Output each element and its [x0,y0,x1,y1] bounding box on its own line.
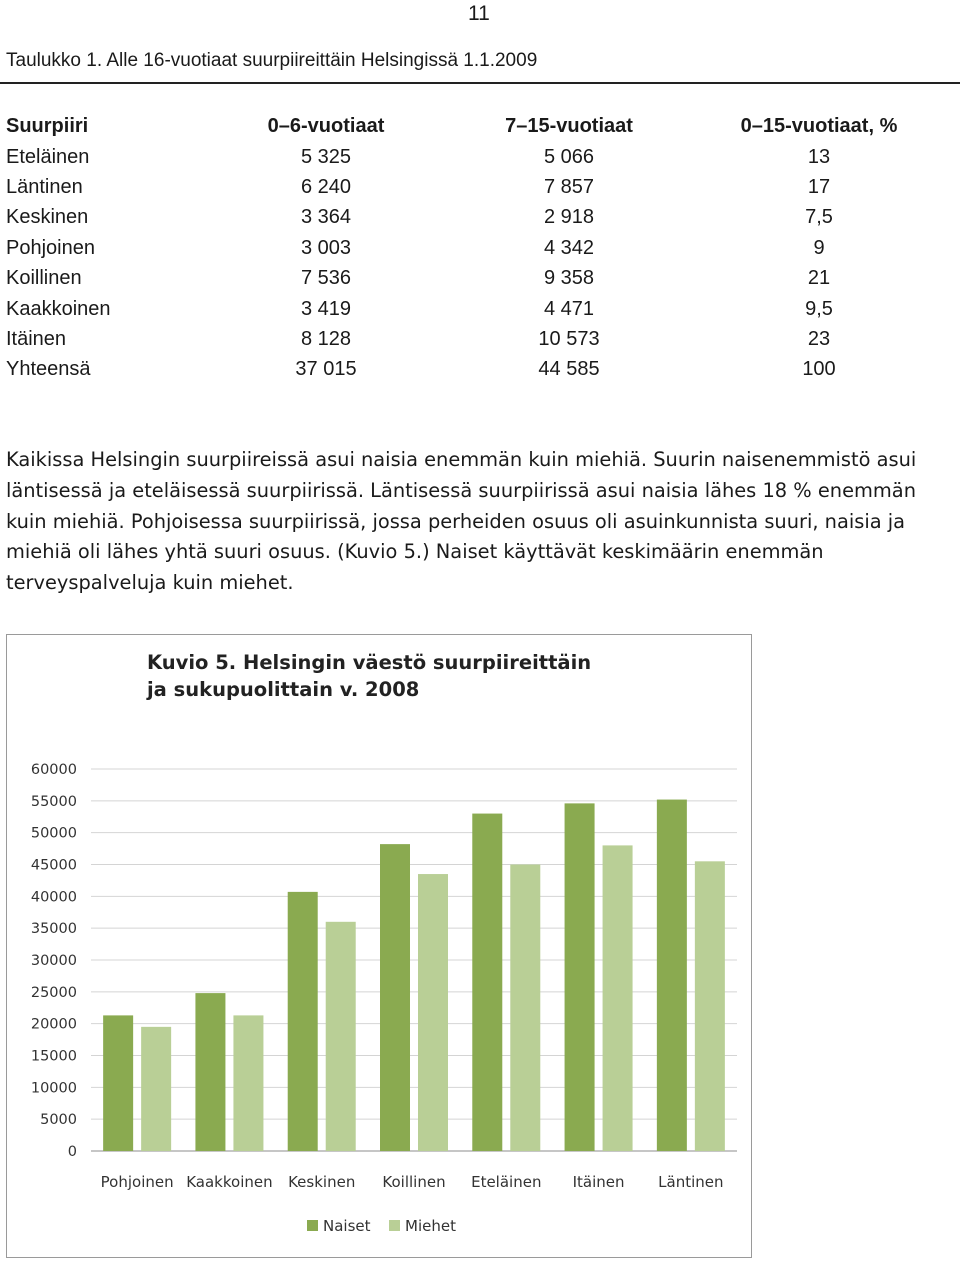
bar-naiset [103,1015,133,1151]
y-tick-label: 45000 [30,857,77,874]
table-caption: Taulukko 1. Alle 16-vuotiaat suurpiireittäin Helsingissä 1.1.2009 [6,50,538,71]
bar-naiset [288,892,318,1151]
bar-miehet [510,865,540,1152]
cell-percent: 21 [807,267,831,290]
y-tick-label: 35000 [30,921,77,938]
x-tick-label: Kaakkoinen [186,1173,273,1191]
cell-7-15: 7 857 [543,175,595,198]
page-number: 11 [468,2,490,25]
population-table [6,111,919,385]
cell-0-6: 3 419 [300,297,352,320]
cell-district: Yhteensä [6,358,91,381]
y-tick-label: 30000 [30,953,77,969]
table-row [6,324,919,354]
cell-percent: 23 [807,327,831,350]
bar-naiset [380,844,410,1151]
y-tick-label: 20000 [30,1016,77,1033]
cell-7-15: 44 585 [538,358,600,381]
cell-0-6: 7 536 [300,267,352,290]
cell-0-6: 37 015 [295,358,357,381]
y-tick-label: 60000 [30,762,77,778]
cell-district: Eteläinen [6,145,90,168]
table-row [6,293,919,323]
table-row [6,202,919,232]
cell-district: Läntinen [6,175,83,198]
bar-naiset [195,993,225,1151]
bar-miehet [418,874,448,1151]
cell-district: Koillinen [6,267,82,290]
cell-district: Kaakkoinen [6,297,111,320]
y-tick-label: 10000 [30,1080,77,1097]
y-tick-label: 5000 [40,1112,77,1129]
cell-0-6: 6 240 [300,175,352,198]
y-tick-label: 55000 [30,793,77,810]
legend-swatch [389,1220,400,1231]
cell-7-15: 4 471 [543,297,595,320]
y-tick-label: 50000 [30,825,77,842]
header-0-6: 0–6-vuotiaat [267,115,385,138]
cell-percent: 9 [813,236,825,259]
cell-percent: 13 [807,145,831,168]
cell-0-6: 3 364 [300,206,352,229]
bar-naiset [565,803,595,1151]
table-row [6,233,919,263]
x-tick-label: Itäinen [572,1173,625,1191]
cell-percent: 7,5 [805,206,833,229]
cell-percent: 17 [807,175,831,198]
body-paragraph: Kaikissa Helsingin suurpiireissä asui naisia enemmän kuin miehiä. Suurin naisenemmistö asui läntisessä ja eteläisessä suurpiirissä. Läntisessä suurpiirissä asui naisia lähes 18 % enemmän kuin miehiä. Pohjoisessa suurpiirissä, jossa perheiden osuus oli asuinkunnista suuri, naisia ja miehiä oli lähes yhtä suuri osuus. (Kuvio 5.) Naiset käyttävät keskimäärin enemmän terveyspalveluja kuin miehet. [6,448,917,595]
cell-district: Itäinen [6,327,67,350]
y-tick-label: 40000 [30,889,77,906]
table-total-row [6,354,919,384]
bar-naiset [472,814,502,1151]
table-header-row [6,111,919,141]
header-7-15: 7–15-vuotiaat [505,115,633,138]
y-tick-label: 15000 [30,1048,77,1065]
table-row [6,263,919,293]
header-suurpiiri: Suurpiiri [6,115,89,138]
cell-percent: 9,5 [805,297,833,320]
chart-container [6,634,752,1258]
cell-7-15: 9 358 [543,267,595,290]
bar-miehet [141,1027,171,1151]
bar-chart [7,635,751,1257]
x-tick-label: Keskinen [288,1173,356,1191]
bar-miehet [695,861,725,1151]
y-tick-label: 0 [67,1144,77,1160]
x-tick-label: Koillinen [382,1173,446,1191]
cell-percent: 100 [802,358,836,381]
bar-miehet [603,845,633,1151]
header-0-15-percent: 0–15-vuotiaat, % [740,115,898,138]
table-row [6,172,919,202]
chart-title: Kuvio 5. Helsingin väestö suurpiireittäin ja sukupuolittain v. 2008 [147,651,592,701]
cell-0-6: 8 128 [300,327,352,350]
table-row [6,141,919,171]
x-tick-label: Eteläinen [471,1173,542,1191]
x-tick-label: Läntinen [658,1173,724,1191]
cell-7-15: 2 918 [543,206,595,229]
bar-naiset [657,800,687,1151]
cell-district: Keskinen [6,206,89,229]
cell-7-15: 5 066 [543,145,595,168]
bar-miehet [233,1015,263,1151]
cell-0-6: 3 003 [300,236,352,259]
x-tick-label: Pohjoinen [100,1173,174,1191]
legend-label: Naiset [323,1217,371,1235]
y-tick-label: 25000 [30,984,77,1001]
bar-miehet [326,922,356,1151]
cell-0-6: 5 325 [300,145,352,168]
cell-7-15: 10 573 [538,327,600,350]
caption-rule [0,82,960,84]
cell-7-15: 4 342 [543,236,595,259]
legend-swatch [307,1220,318,1231]
legend-label: Miehet [405,1217,456,1235]
cell-district: Pohjoinen [6,236,95,259]
